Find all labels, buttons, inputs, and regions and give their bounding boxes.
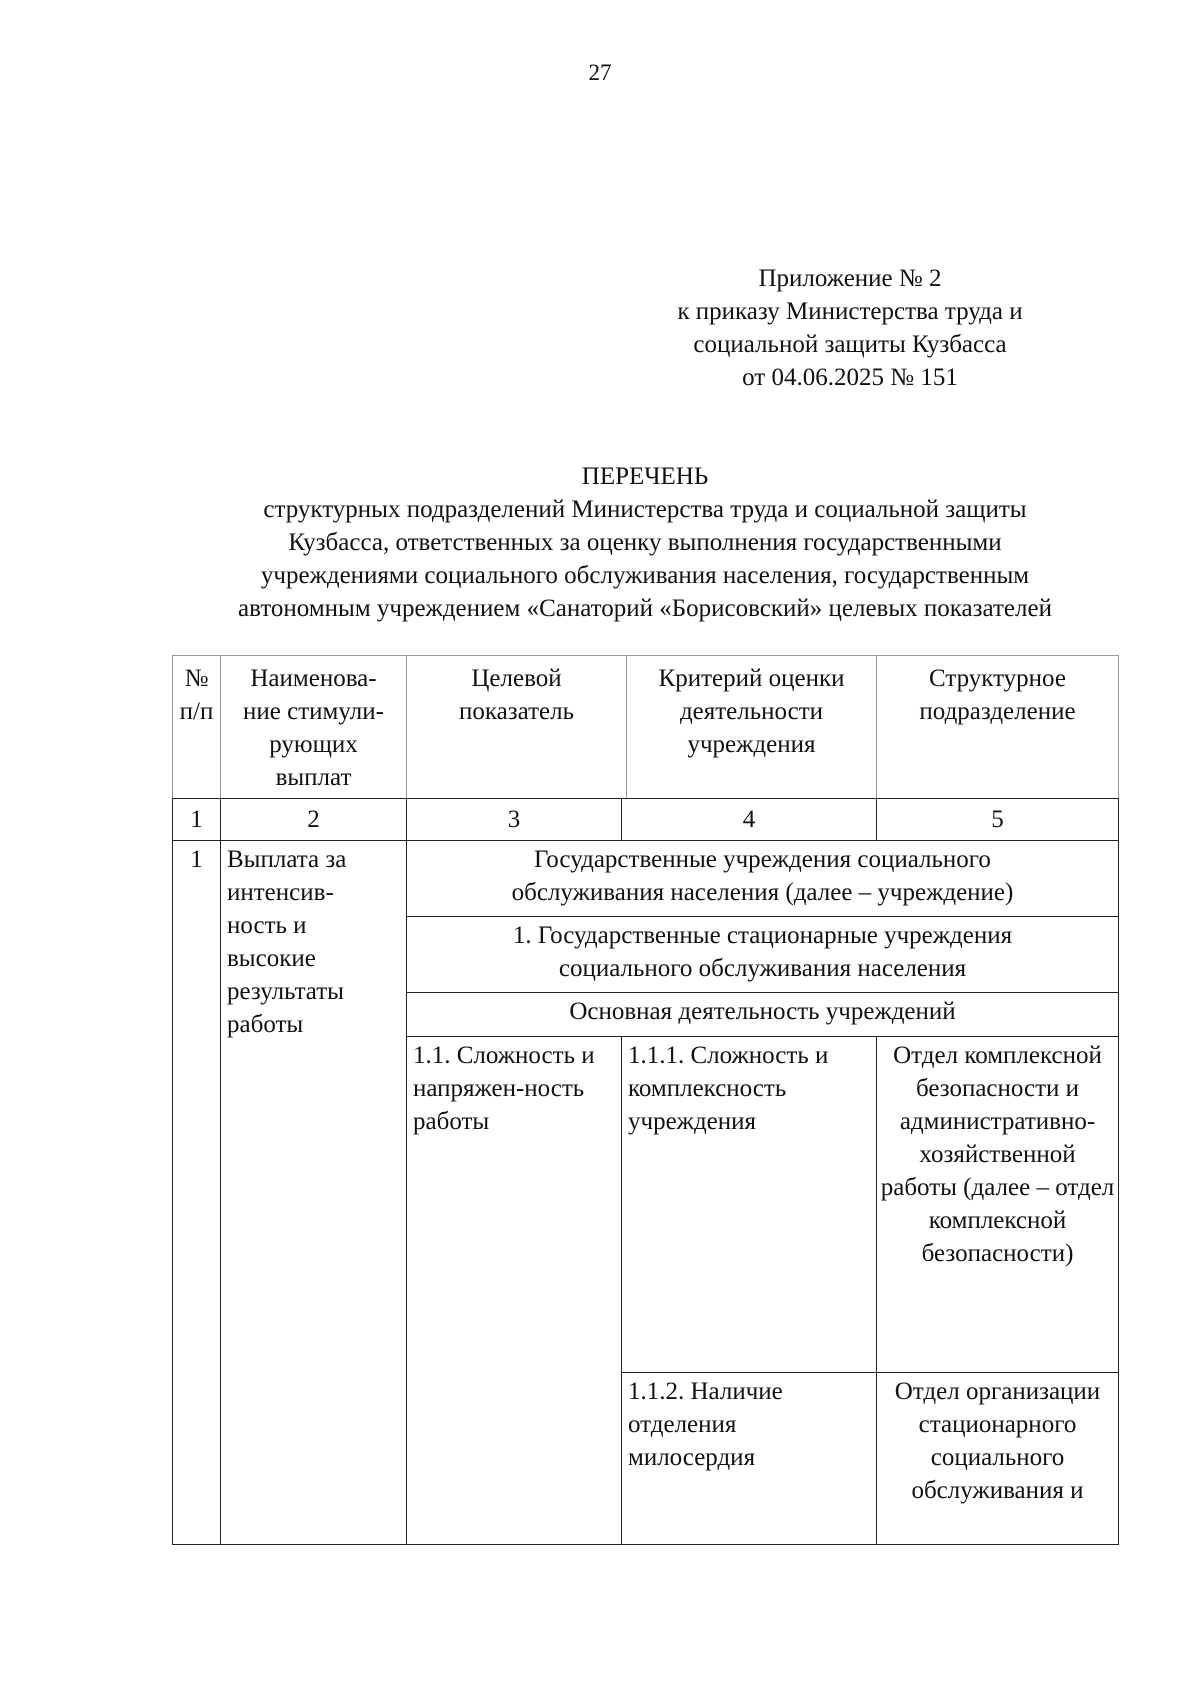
main-table bbox=[172, 798, 1119, 1545]
title-line-4: автономным учреждением «Санаторий «Борисовский» целевых показателей bbox=[238, 595, 1052, 622]
appendix-line-4: от 04.06.2025 № 151 bbox=[742, 364, 958, 391]
title-line-3: учреждениями социального обслуживания населения, государственным bbox=[260, 562, 1030, 589]
header-target-indicator: Целевой показатель bbox=[407, 656, 627, 799]
header-structural-unit: Структурное подразделение bbox=[877, 656, 1119, 799]
page-number: 27 bbox=[588, 60, 612, 85]
department-stationary-service: Отдел организации стационарного социального обслуживания и bbox=[877, 1373, 1119, 1545]
column-number-4: 4 bbox=[622, 799, 877, 841]
row-number: 1 bbox=[173, 841, 221, 1545]
title-line-2: Кузбасса, ответственных за оценку выполнения государственными bbox=[288, 529, 1002, 556]
department-security: Отдел комплексной безопасности и административно-хозяйственной работы (далее – отдел комплексной безопасности) bbox=[877, 1037, 1119, 1373]
appendix-line-2: к приказу Министерства труда и bbox=[677, 298, 1023, 325]
column-number-3: 3 bbox=[407, 799, 622, 841]
title-heading: ПЕРЕЧЕНЬ bbox=[581, 463, 709, 490]
section-state-institutions: Государственные учреждения социального обслуживания населения (далее – учреждение) bbox=[407, 841, 1119, 917]
header-evaluation-criteria: Критерий оценки деятельности учреждения bbox=[627, 656, 877, 799]
payment-name: Выплата за интенсив-ность и высокие результаты работы bbox=[221, 841, 407, 1545]
header-payment-name: Наименова-ние стимули-рующих выплат bbox=[221, 656, 407, 799]
table-header bbox=[172, 655, 1119, 799]
column-number-5: 5 bbox=[877, 799, 1119, 841]
appendix-line-1: Приложение № 2 bbox=[758, 265, 942, 292]
indicator-complexity: 1.1. Сложность и напряжен-ность работы bbox=[407, 1037, 622, 1545]
column-number-2: 2 bbox=[221, 799, 407, 841]
section-stationary-institutions: 1. Государственные стационарные учреждения социального обслуживания населения bbox=[407, 917, 1119, 993]
column-number-row bbox=[173, 799, 1119, 841]
criterion-1-1-2: 1.1.2. Наличие отделения милосердия bbox=[622, 1373, 877, 1545]
title-line-1: структурных подразделений Министерства труда и социальной защиты bbox=[263, 496, 1027, 523]
section-main-activity: Основная деятельность учреждений bbox=[407, 993, 1119, 1037]
header-number: № п/п bbox=[173, 656, 221, 799]
appendix-block bbox=[620, 262, 1080, 394]
appendix-line-3: социальной защиты Кузбасса bbox=[693, 331, 1007, 358]
document-title bbox=[150, 460, 1140, 625]
column-number-1: 1 bbox=[173, 799, 221, 841]
criterion-1-1-1: 1.1.1. Сложность и комплексность учреждения bbox=[622, 1037, 877, 1373]
